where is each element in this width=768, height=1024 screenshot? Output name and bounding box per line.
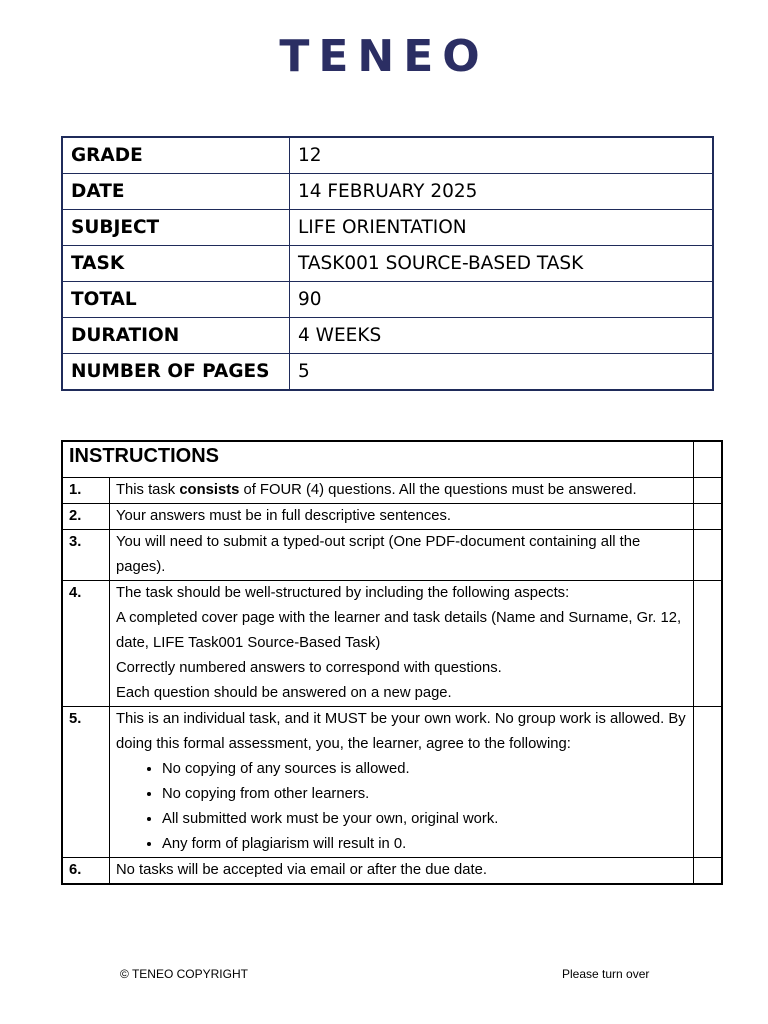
instruction-side-cell [694,504,723,530]
instruction-text-post: of FOUR (4) questions. All the questions must be answered. [239,482,637,498]
instruction-number: 1. [62,478,110,504]
instruction-line: The task should be well-structured by including the following aspects: [116,585,570,601]
instruction-row [62,707,722,858]
instruction-row [62,530,722,581]
info-value: TASK001 SOURCE-BASED TASK [290,246,714,282]
instruction-side-cell [694,478,723,504]
instruction-side-cell [694,581,723,707]
instruction-text [110,707,694,858]
info-label: GRADE [62,137,290,174]
info-value: 4 WEEKS [290,318,714,354]
instruction-line: Each question should be answered on a new page. [116,685,452,701]
info-row-task [62,246,713,282]
instruction-number: 5. [62,707,110,858]
info-label: SUBJECT [62,210,290,246]
instruction-text [110,478,694,504]
instruction-intro: This is an individual task, and it MUST be your own work. No group work is allowed. By doing this formal assessment, you, the learner, agree to the following: [116,711,686,752]
instruction-bullet: • No copying from other learners. [162,782,687,807]
instruction-row [62,581,722,707]
instruction-bullet: • No copying of any sources is allowed. [162,757,687,782]
info-row-total [62,282,713,318]
instruction-side-cell [694,858,723,885]
info-value: 90 [290,282,714,318]
info-row-pages [62,354,713,391]
instruction-line: A completed cover page with the learner and task details (Name and Surname, Gr. 12, date, LIFE Task001 Source-Based Task) [116,610,682,651]
info-label: TOTAL [62,282,290,318]
instruction-number: 4. [62,581,110,707]
instruction-text [110,581,694,707]
instruction-text: Your answers must be in full descriptive sentences. [110,504,694,530]
instruction-number: 3. [62,530,110,581]
info-row-date [62,174,713,210]
info-value: LIFE ORIENTATION [290,210,714,246]
instruction-row [62,858,722,885]
instruction-number: 2. [62,504,110,530]
instruction-side-cell [694,707,723,858]
info-label: DATE [62,174,290,210]
instruction-text: You will need to submit a typed-out script (One PDF-document containing all the pages). [110,530,694,581]
instructions-table [61,440,723,885]
instructions-heading: INSTRUCTIONS [62,441,694,478]
instruction-row [62,504,722,530]
info-label: DURATION [62,318,290,354]
instruction-text-pre: This task [116,482,180,498]
instructions-header-row [62,441,722,478]
info-row-subject [62,210,713,246]
footer-copyright: © TENEO COPYRIGHT [120,967,248,981]
instruction-text: No tasks will be accepted via email or after the due date. [110,858,694,885]
info-label: NUMBER OF PAGES [62,354,290,391]
info-value: 14 FEBRUARY 2025 [290,174,714,210]
teneo-logo: TENEO [279,31,489,82]
info-row-duration [62,318,713,354]
info-value: 12 [290,137,714,174]
info-label: TASK [62,246,290,282]
instruction-side-cell [694,530,723,581]
footer-turn-over: Please turn over [562,967,650,981]
info-value: 5 [290,354,714,391]
instruction-text-bold: consists [179,482,240,498]
info-row-grade [62,137,713,174]
instruction-row [62,478,722,504]
task-info-table [61,136,714,391]
instructions-side-cell [694,441,723,478]
instruction-number: 6. [62,858,110,885]
instruction-line: Correctly numbered answers to correspond with questions. [116,660,502,676]
instruction-bullet: • Any form of plagiarism will result in 0. [162,832,687,857]
instruction-bullet: • All submitted work must be your own, original work. [162,807,687,832]
instruction-bullet-list [116,757,687,857]
